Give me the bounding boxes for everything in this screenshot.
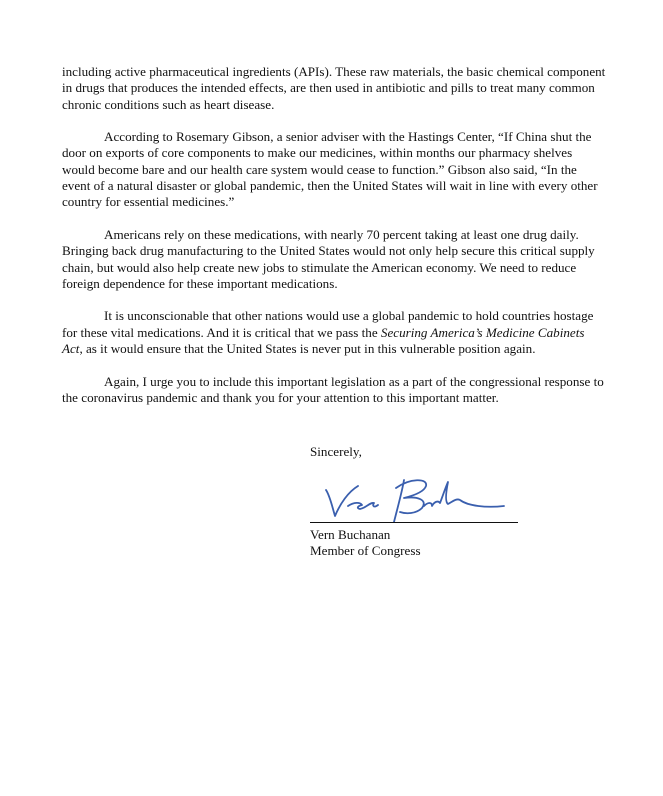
signer-block	[310, 527, 421, 560]
handwritten-signature	[318, 472, 508, 528]
paragraph-gibson-quote: According to Rosemary Gibson, a senior adviser with the Hastings Center, “If China shut the door on exports of core components to make our medicines, within months our pharmacy shelves would become bare and our health care system would cease to function.” Gibson also said, “In the event of a natural disaster or global pandemic, then the United States will wait in line with every other country for essential medicines.”	[62, 129, 598, 210]
signature-stroke-v	[326, 486, 358, 516]
closing-salutation: Sincerely,	[310, 444, 362, 459]
paragraph-unconscionable	[62, 308, 607, 357]
signature-line	[310, 522, 518, 523]
paragraph-again-urge: Again, I urge you to include this important legislation as a part of the congressional response to the coronavirus pandemic and thank you for your attention to this important matter.	[62, 373, 604, 405]
signature-stroke-tail	[424, 482, 504, 507]
signer-title: Member of Congress	[310, 543, 421, 559]
signer-name: Vern Buchanan	[310, 527, 391, 542]
paragraph-text-before: It is unconscionable that other nations would use a global pandemic to hold countries hostage for these vital medications. And it is critical that we pass the	[62, 308, 594, 340]
signature-stroke-er	[348, 503, 378, 509]
act-title: Securing America’s Medicine Cabinets Act	[62, 324, 585, 357]
letter-body	[62, 64, 607, 423]
paragraph-apis: including active pharmaceutical ingredients (APIs). These raw materials, the basic chemical component in drugs that produces the intended effects, are then used in antibiotic and pills to treat many common chronic conditions such as heart disease.	[62, 64, 606, 112]
paragraph-text-after: , as it would ensure that the United States is never put in this vulnerable position again.	[79, 341, 536, 357]
paragraph-americans-rely: Americans rely on these medications, with nearly 70 percent taking at least one drug daily. Bringing back drug manufacturing to the United States would not only help secure this critical supply chain, but would also help create new jobs to stimulate the American economy. We need to reduce foreign dependence for these important medications.	[62, 226, 595, 291]
